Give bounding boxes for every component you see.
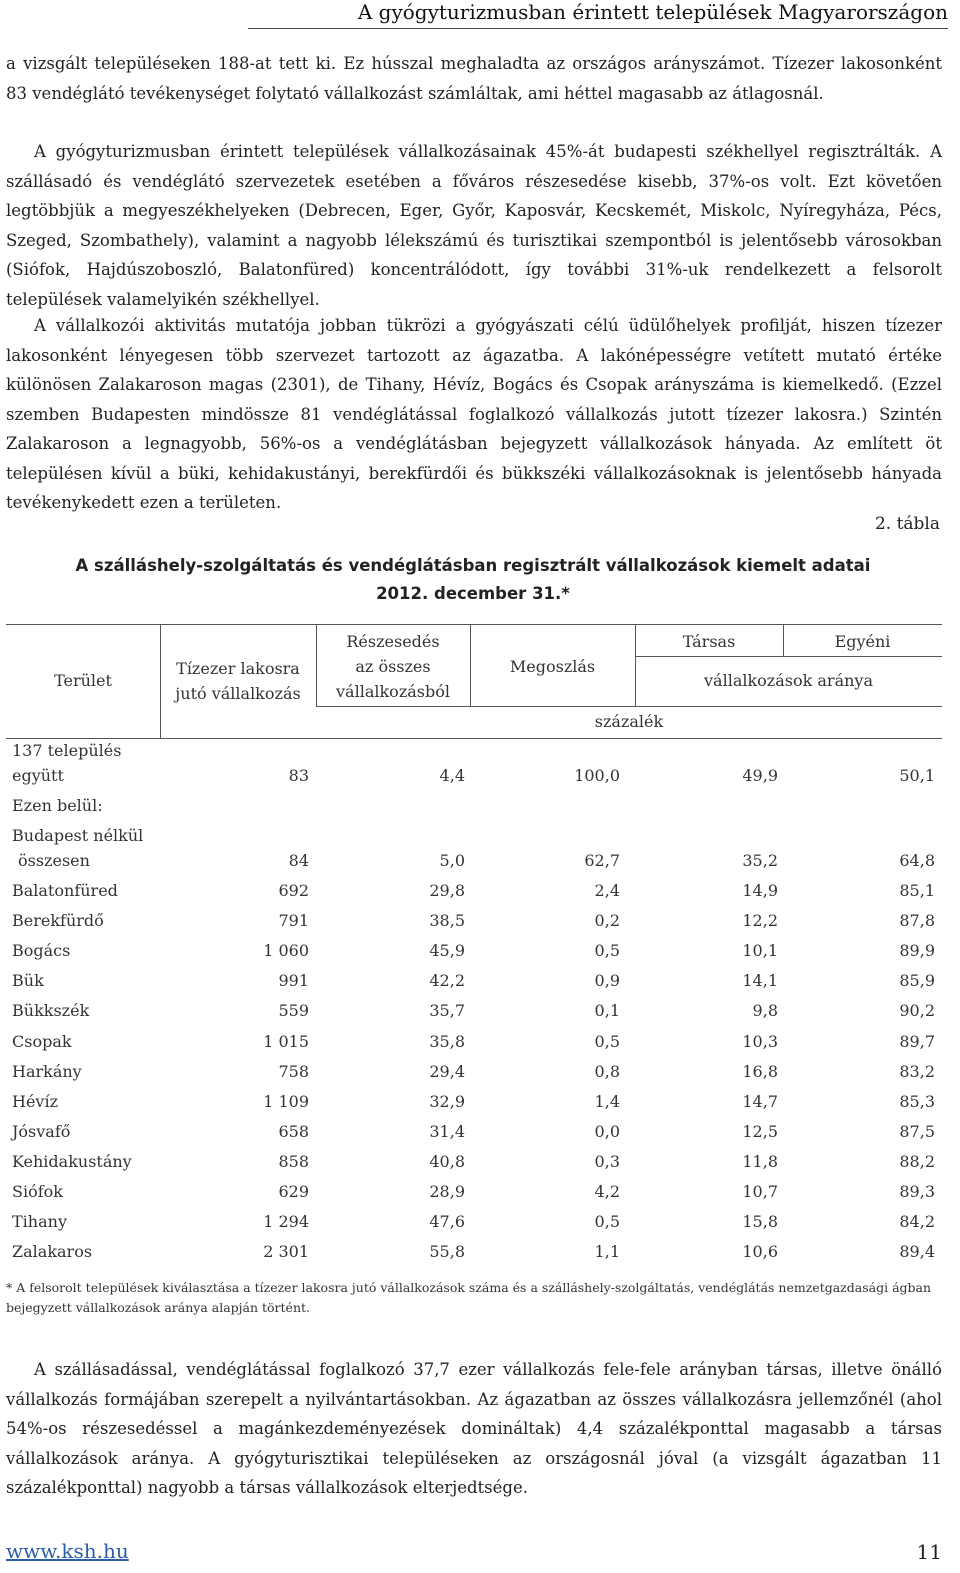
row-reszesedes: 31,4 <box>429 1121 465 1141</box>
row-budapest-excl-egyeni: 64,8 <box>899 851 935 870</box>
row-reszesedes: 35,7 <box>429 1001 465 1021</box>
row-total-label-1: 137 település <box>12 741 122 760</box>
row-tizezer: 658 <box>278 1121 309 1141</box>
paragraph-3: A vállalkozói aktivitás mutatója jobban tükrözi a gyógyászati célú üdülőhelyek profilját, hiszen tízezer lakosonként lényegesen több szervezet tartozott az ágazatba. A lakónépességre vetített mutató értéke különösen Zalakaroson magas (2301), de Tihany, Hévíz, Bogács és Csopak arányszáma is kiemelkedő. (Ezzel szemben Budapesten mindössze 81 vendéglátással foglalkozó vállalkozás jutott tízezer lakosra.) Szintén Zalakaroson a legnagyobb, 56%-os a vendéglátásban bejegyzett vállalkozások hányada. Az említett öt településen kívül a büki, kehidakustányi, berekfürdői és bükkszéki vállalkozásoknak is jelentősebb hányada tevékenykedett ezen a területen. <box>6 316 942 512</box>
row-tarsas: 10,7 <box>742 1182 778 1201</box>
row-egyeni: 84,2 <box>899 1212 935 1232</box>
row-reszesedes: 45,9 <box>429 941 465 961</box>
row-reszesedes: 42,2 <box>429 971 465 991</box>
row-tizezer: 559 <box>278 1001 309 1021</box>
row-reszesedes: 47,6 <box>429 1212 465 1232</box>
row-egyeni: 88,2 <box>899 1151 935 1171</box>
row-name: Bük <box>12 971 44 991</box>
row-egyeni: 87,8 <box>899 911 935 931</box>
row-tarsas: 14,9 <box>742 881 778 900</box>
row-tizezer: 1 015 <box>263 1031 309 1051</box>
header-tarsas: Társas <box>682 632 736 651</box>
row-name: Siófok <box>12 1182 63 1201</box>
row-tarsas: 10,1 <box>742 941 778 961</box>
row-reszesedes: 29,8 <box>429 881 465 900</box>
row-egyeni: 90,2 <box>899 1001 935 1021</box>
row-megoszlas: 0,3 <box>594 1151 620 1171</box>
row-egyeni: 89,9 <box>899 941 935 961</box>
row-megoszlas: 0,1 <box>594 1001 620 1021</box>
row-total-label-2: együtt <box>12 766 64 785</box>
header-unit: százalék <box>594 712 664 731</box>
row-name: Bükkszék <box>12 1001 90 1021</box>
row-egyeni: 85,9 <box>899 971 935 991</box>
row-name: Jósvafő <box>12 1121 71 1141</box>
row-tizezer: 991 <box>278 971 309 991</box>
table-header-inner-rule <box>635 656 942 657</box>
row-reszesedes: 28,9 <box>429 1182 465 1201</box>
row-tizezer: 692 <box>278 881 309 900</box>
row-total-reszesedes: 4,4 <box>439 766 465 785</box>
row-budapest-excl-tarsas: 35,2 <box>742 851 778 870</box>
header-reszesedes-line2: az összes <box>355 657 431 676</box>
row-budapest-excl-label-2: összesen <box>18 851 90 870</box>
row-tarsas: 15,8 <box>742 1212 778 1232</box>
table-title-line1: A szálláshely-szolgáltatás és vendéglátásban regisztrált vállalkozások kiemelt adatai <box>75 556 871 575</box>
row-tarsas: 14,7 <box>742 1091 778 1111</box>
row-tizezer: 758 <box>278 1061 309 1081</box>
row-egyeni: 85,3 <box>899 1091 935 1111</box>
row-egyeni: 83,2 <box>899 1061 935 1081</box>
row-name: Bogács <box>12 941 71 961</box>
row-tizezer: 1 294 <box>263 1212 309 1232</box>
table-title <box>0 552 946 608</box>
row-egyeni: 89,3 <box>899 1182 935 1201</box>
page-header: A gyógyturizmusban érintett települések Magyarországon <box>248 0 948 29</box>
row-tarsas: 12,2 <box>742 911 778 931</box>
row-name: Zalakaros <box>12 1242 93 1262</box>
page-number: 11 <box>916 1540 942 1564</box>
row-reszesedes: 40,8 <box>429 1151 465 1171</box>
header-arany: vállalkozások aránya <box>704 671 873 690</box>
paragraph-2: A gyógyturizmusban érintett települések vállalkozásainak 45%-át budapesti székhellyel regisztrálták. A szállásadó és vendéglátó szervezetek esetében a főváros részesedése kisebb, 37%-os volt. Ezt követően legtöbbjük a megyeszékhelyeken (Debrecen, Eger, Győr, Kaposvár, Kecskemét, Miskolc, Nyíregyháza, Pécs, Szeged, Szombathely), valamint a nagyobb lélekszámú és turisztikai szempontból is jelentősebb városokban (Siófok, Hajdúszoboszló, Balatonfüred) koncentrálódott, így további 31%-uk rendelkezett a felsorolt települések valamelyikén székhellyel. <box>6 142 942 309</box>
row-tarsas: 14,1 <box>742 971 778 991</box>
table-title-line2: 2012. december 31.* <box>376 584 570 603</box>
row-tizezer: 1 109 <box>263 1091 309 1111</box>
row-name: Csopak <box>12 1031 72 1051</box>
row-tizezer: 2 301 <box>263 1242 309 1262</box>
row-total-tizezer: 83 <box>288 766 309 785</box>
row-reszesedes: 55,8 <box>429 1242 465 1262</box>
row-megoszlas: 1,4 <box>594 1091 620 1111</box>
row-reszesedes: 32,9 <box>429 1091 465 1111</box>
row-tarsas: 10,3 <box>742 1031 778 1051</box>
row-megoszlas: 4,2 <box>594 1182 620 1201</box>
table-footnote: * A felsorolt települések kiválasztása a tízezer lakosra jutó vállalkozások száma és a szálláshely-szolgáltatás, vendéglátás nemzetgazdasági ágban bejegyzett vállalkozások aránya alapján történt. <box>6 1280 932 1315</box>
row-reszesedes: 29,4 <box>429 1061 465 1081</box>
paragraph-1: a vizsgált településeken 188-at tett ki. Ez hússzal meghaladta az országos arányszámot. Tízezer lakosonként 83 vendéglátó tevékenységet folytató vállalkozást számláltak, ami héttel magasabb az átlagosnál. <box>6 54 942 103</box>
row-megoszlas: 0,0 <box>594 1121 620 1141</box>
row-tarsas: 10,6 <box>742 1242 778 1262</box>
row-reszesedes: 38,5 <box>429 911 465 931</box>
footer-link-ksh[interactable]: www.ksh.hu <box>6 1539 129 1563</box>
table-number: 2. tábla <box>874 514 940 534</box>
table-header-bottom-rule <box>6 738 942 739</box>
row-megoszlas: 2,4 <box>594 881 620 900</box>
subgroup-label: Ezen belül: <box>12 796 103 815</box>
row-tarsas: 16,8 <box>742 1061 778 1081</box>
row-egyeni: 85,1 <box>899 881 935 900</box>
row-egyeni: 89,7 <box>899 1031 935 1051</box>
row-budapest-excl-tizezer: 84 <box>288 851 309 870</box>
row-name: Balatonfüred <box>12 881 118 900</box>
row-total-tarsas: 49,9 <box>742 766 778 785</box>
row-name: Hévíz <box>12 1091 59 1111</box>
row-tizezer: 858 <box>278 1151 309 1171</box>
header-tizezer <box>160 656 316 706</box>
row-name: Kehidakustány <box>12 1151 132 1171</box>
row-egyeni: 87,5 <box>899 1121 935 1141</box>
row-egyeni: 89,4 <box>899 1242 935 1262</box>
row-total-egyeni: 50,1 <box>899 766 935 785</box>
row-tarsas: 11,8 <box>742 1151 778 1171</box>
header-tizezer-line1: Tízezer lakosra <box>176 659 300 678</box>
row-budapest-excl-reszesedes: 5,0 <box>439 851 465 870</box>
row-name: Berekfürdő <box>12 911 104 931</box>
header-reszesedes-line3: vállalkozásból <box>336 682 450 701</box>
header-megoszlas: Megoszlás <box>509 657 596 676</box>
row-tarsas: 12,5 <box>742 1121 778 1141</box>
row-megoszlas: 0,5 <box>594 941 620 961</box>
row-megoszlas: 0,8 <box>594 1061 620 1081</box>
row-tizezer: 791 <box>278 911 309 931</box>
row-megoszlas: 0,5 <box>594 1031 620 1051</box>
row-total-megoszlas: 100,0 <box>574 766 620 785</box>
row-megoszlas: 0,2 <box>594 911 620 931</box>
closing-paragraph: A szállásadással, vendéglátással foglalkozó 37,7 ezer vállalkozás fele-fele arányban társas, illetve önálló vállalkozás formájában szerepelt a nyilvántartásokban. Az ágazatban az összes vállalkozásra jellemzőnél (ahol 54%-os részesedéssel a magánkezdeményezések domináltak) 4,4 százalékponttal magasabb a társas vállalkozások aránya. A gyógyturisztikai településeken az országosnál jóval (a vizsgált ágazatban 11 százalékponttal) nagyobb a társas vállalkozások elterjedtsége. <box>6 1360 942 1497</box>
row-name: Harkány <box>12 1061 82 1081</box>
table-unit-rule <box>316 706 942 707</box>
table-top-rule <box>6 624 942 625</box>
row-megoszlas: 1,1 <box>594 1242 620 1262</box>
row-tizezer: 1 060 <box>263 941 309 961</box>
row-tizezer: 629 <box>278 1182 309 1201</box>
header-reszesedes <box>316 629 470 704</box>
header-egyeni: Egyéni <box>834 632 891 651</box>
header-terulet: Terület <box>54 671 112 690</box>
row-budapest-excl-megoszlas: 62,7 <box>584 851 620 870</box>
row-name: Tihany <box>12 1212 67 1232</box>
row-megoszlas: 0,9 <box>594 971 620 991</box>
row-tarsas: 9,8 <box>752 1001 778 1021</box>
header-tizezer-line2: jutó vállalkozás <box>175 684 301 703</box>
header-reszesedes-line1: Részesedés <box>346 632 440 651</box>
row-reszesedes: 35,8 <box>429 1031 465 1051</box>
row-megoszlas: 0,5 <box>594 1212 620 1232</box>
row-budapest-excl-label-1: Budapest nélkül <box>12 826 144 845</box>
